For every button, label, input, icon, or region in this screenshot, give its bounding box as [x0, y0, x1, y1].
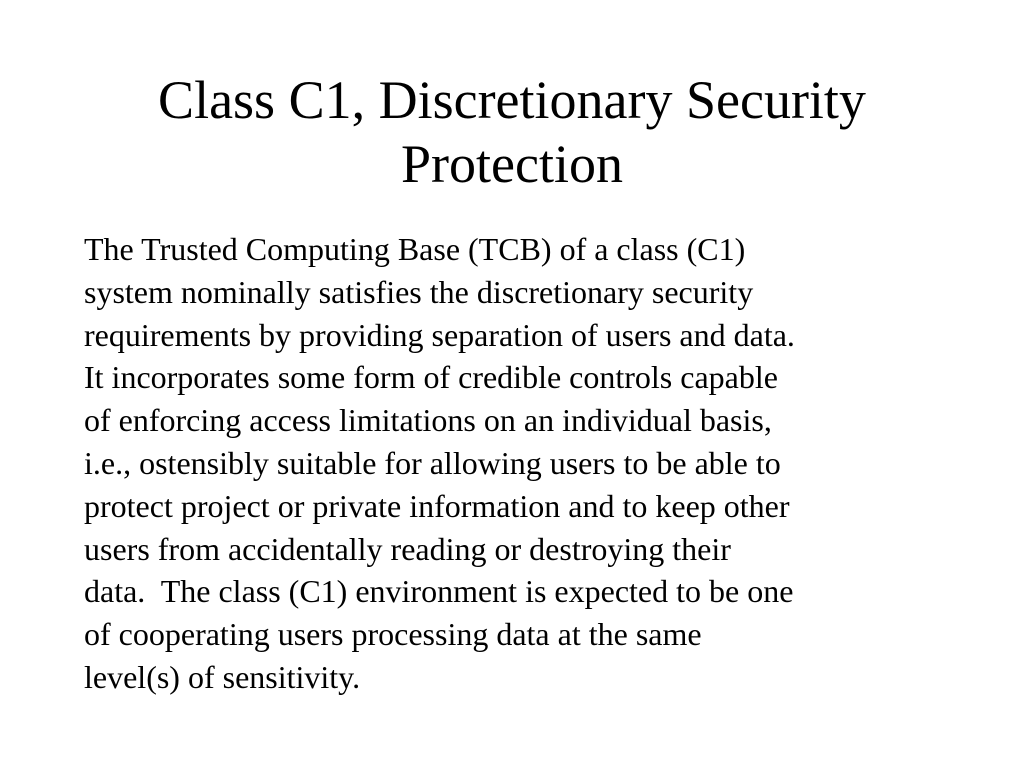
body-line: data. The class (C1) environment is expected to be one: [84, 573, 794, 610]
body-line: The Trusted Computing Base (TCB) of a class (C1): [84, 231, 746, 267]
slide-title-line: Protection: [401, 134, 623, 194]
body-line: of enforcing access limitations on an individual basis,: [84, 402, 772, 439]
slide-title: [60, 68, 964, 196]
body-line: level(s) of sensitivity.: [84, 658, 361, 695]
slide-title-line: Class C1, Discretionary Security: [158, 70, 866, 130]
body-line: of cooperating users processing data at the same: [84, 616, 702, 653]
body-line: protect project or private information and to keep other: [84, 487, 790, 524]
slide-body-paragraph: [84, 228, 984, 699]
body-line: requirements by providing separation of users and data.: [84, 316, 795, 353]
body-line: users from accidentally reading or destroying their: [84, 530, 731, 567]
body-line: i.e., ostensibly suitable for allowing users to be able to: [84, 444, 781, 481]
body-line: It incorporates some form of credible controls capable: [84, 359, 778, 396]
body-line: system nominally satisfies the discretionary security: [84, 273, 754, 310]
